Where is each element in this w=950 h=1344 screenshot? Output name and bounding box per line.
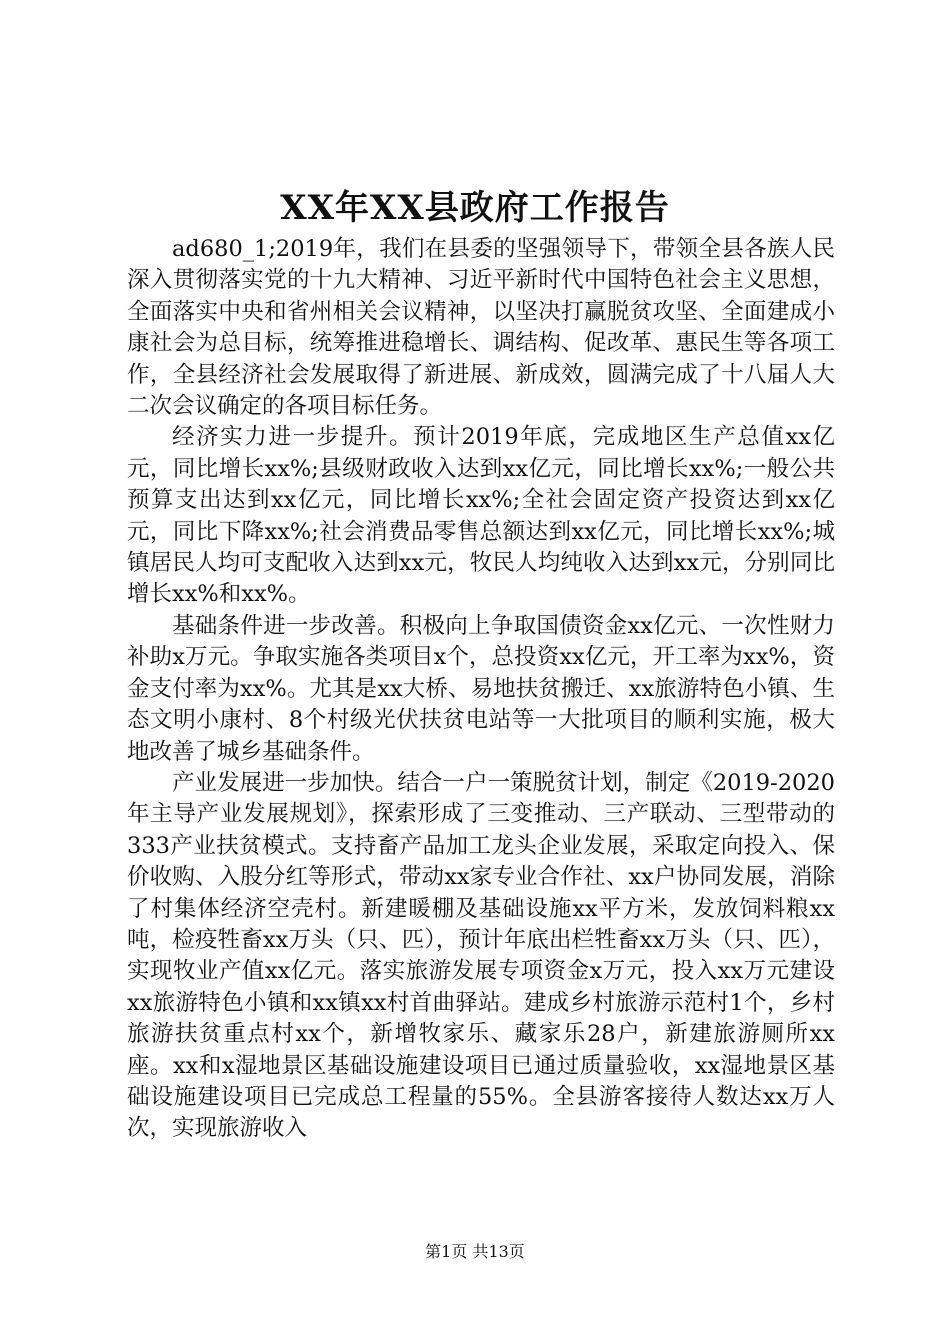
paragraph-industry: 产业发展进一步加快。结合一户一策脱贫计划，制定《2019-2020年主导产业发展规划》，探索形成了三变推动、三产联动、三型带动的333产业扶贫模式。支持畜产品加工龙头企业发展，采取定向投入、保价收购、入股分红等形式，带动xx家专业合作社、xx户协同发展，消除了村集体经济空壳村。新建暖棚及基础设施xx平方米，发放饲料粮xx吨，检疫牲畜xx万头（只、匹），预计年底出栏牲畜xx万头（只、匹），实现牧业产值xx亿元。落实旅游发展专项资金x万元，投入xx万元建设xx旅游特色小镇和xx镇xx村首曲驿站。建成乡村旅游示范村1个，乡村旅游扶贫重点村xx个，新增牧家乐、藏家乐28户，新建旅游厕所xx座。xx和x湿地景区基础设施建设项目已通过质量验收，xx湿地景区基础设施建设项目已完成总工程量的55%。全县游客接待人数达xx万人次，实现旅游收入 xyxy=(127,769,835,1142)
paragraph-infrastructure: 基础条件进一步改善。积极向上争取国债资金xx亿元、一次性财力补助x万元。争取实施各类项目x个，总投资xx亿元，开工率为xx%，资金支付率为xx%。尤其是xx大桥、易地扶贫搬迁、xx旅游特色小镇、生态文明小康村、8个村级光伏扶贫电站等一大批项目的顺利实施，极大地改善了城乡基础条件。 xyxy=(127,612,835,765)
document-title: XX年XX县政府工作报告 xyxy=(280,188,670,228)
document-body xyxy=(127,234,835,1145)
paragraph-economy: 经济实力进一步提升。预计2019年底，完成地区生产总值xx亿元，同比增长xx%;县级财政收入达到xx亿元，同比增长xx%;一般公共预算支出达到xx亿元，同比增长xx%;全社会固定资产投资达到xx亿元，同比下降xx%;社会消费品零售总额达到xx亿元，同比增长xx%;城镇居民人均可支配收入达到xx元，牧民人均纯收入达到xx元，分别同比增长xx%和xx%。 xyxy=(127,424,835,608)
page-footer: 第1页 共13页 xyxy=(425,1242,525,1261)
paragraph-intro: ad680_1;2019年，我们在县委的坚强领导下，带领全县各族人民深入贯彻落实党的十九大精神、习近平新时代中国特色社会主义思想，全面落实中央和省州相关会议精神，以坚决打赢脱贫攻坚、全面建成小康社会为总目标，统筹推进稳增长、调结构、促改革、惠民生等各项工作，全县经济社会发展取得了新进展、新成效，圆满完成了十八届人大二次会议确定的各项目标任务。 xyxy=(127,236,835,420)
